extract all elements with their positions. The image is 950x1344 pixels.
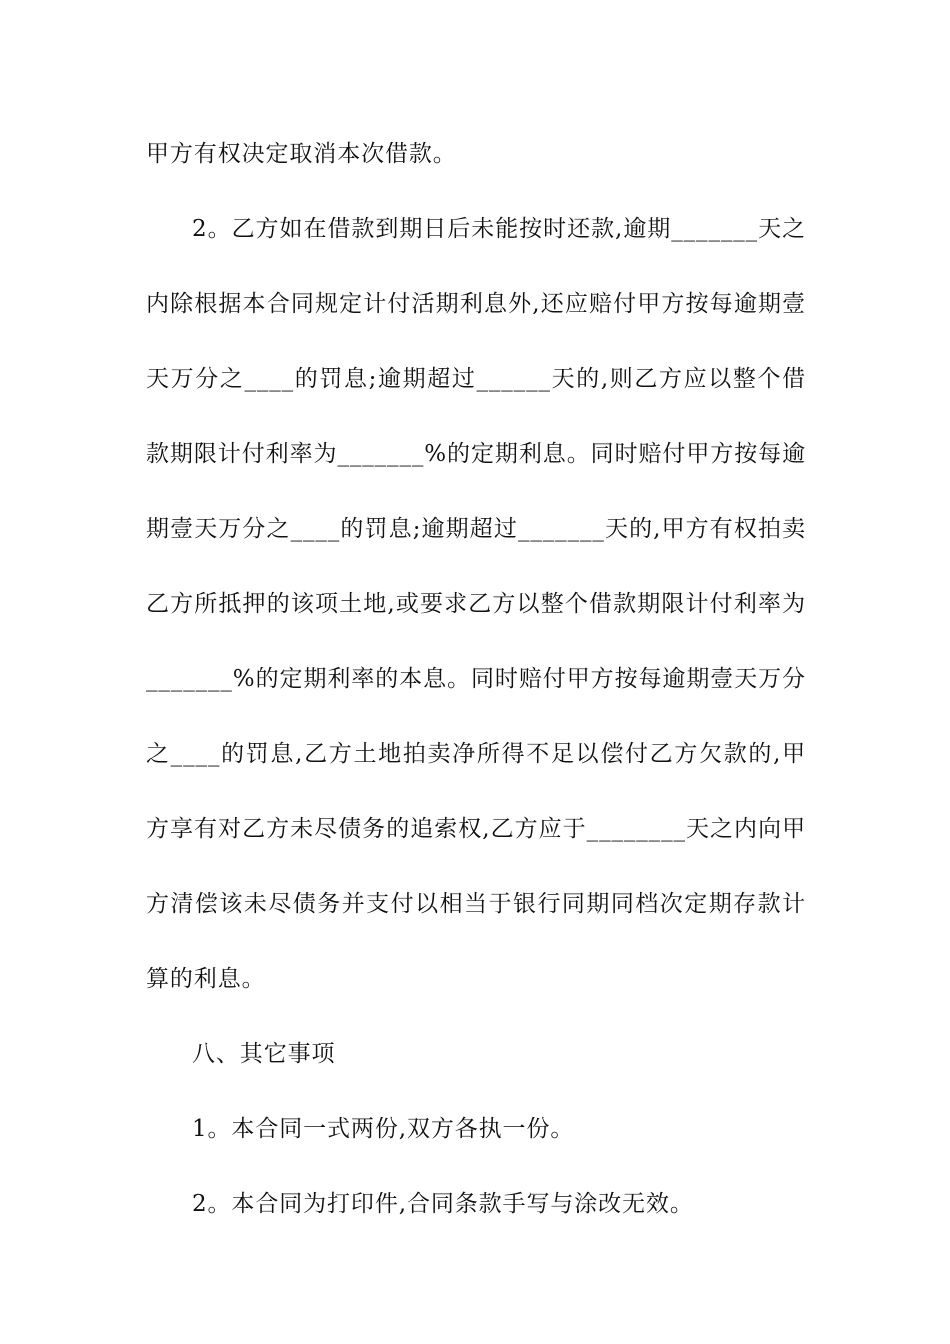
paragraph-line: 甲方有权决定取消本次借款。	[146, 141, 457, 167]
paragraph-line: _______%的定期利率的本息。同时赔付甲方按每逾期壹天万分	[146, 666, 806, 692]
paragraph-line: 算的利息。	[146, 966, 266, 992]
paragraph-line: 方享有对乙方未尽债务的追索权,乙方应于________天之内向甲	[146, 816, 806, 842]
paragraph-line: 款期限计付利率为_______%的定期利息。同时赔付甲方按每逾	[146, 441, 806, 467]
paragraph-line: 内除根据本合同规定计付活期利息外,还应赔付甲方按每逾期壹	[146, 291, 806, 317]
paragraph-line: 方清偿该未尽债务并支付以相当于银行同期同档次定期存款计	[146, 891, 806, 917]
paragraph-line: 期壹天万分之____的罚息;逾期超过_______天的,甲方有权拍卖	[146, 516, 806, 542]
paragraph-line: 1。本合同一式两份,双方各执一份。	[192, 1116, 575, 1142]
paragraph-line: 乙方所抵押的该项土地,或要求乙方以整个借款期限计付利率为	[146, 591, 806, 617]
section-heading: 八、其它事项	[192, 1041, 336, 1067]
paragraph-line: 2。本合同为打印件,合同条款手写与涂改无效。	[192, 1191, 694, 1217]
paragraph-line: 之____的罚息,乙方土地拍卖净所得不足以偿付乙方欠款的,甲	[146, 741, 806, 767]
paragraph-line: 2。乙方如在借款到期日后未能按时还款,逾期_______天之	[192, 216, 806, 242]
paragraph-line: 天万分之____的罚息;逾期超过______天的,则乙方应以整个借	[146, 366, 806, 392]
